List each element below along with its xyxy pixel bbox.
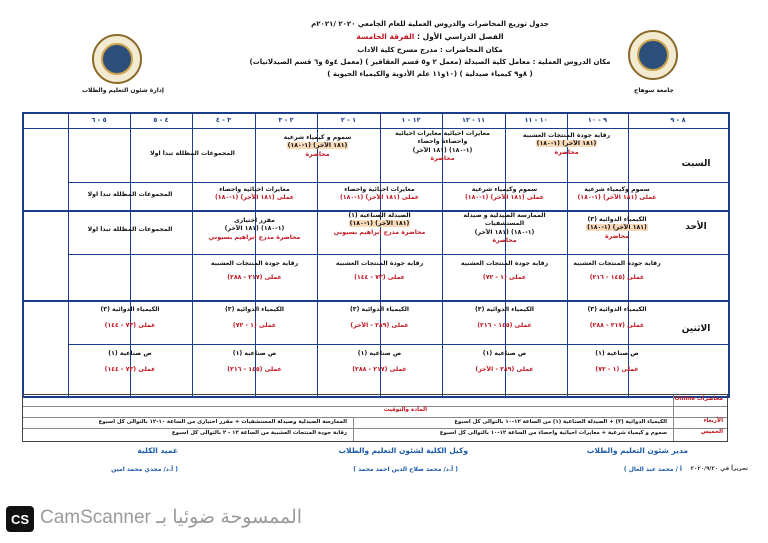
subject-time-label: المادة والتوقيت [383,407,427,413]
cell-sat-practical-toxicology-1: سموم وكيمياء شرعية عملى (١٨١ الآخر) (١-١٨٠) [577,186,657,202]
cell-sat-lecture-herbal: رقابة جودة المنتجات العشبية (١٨١ الآخر) (١-١٨٠) محاضرة [522,132,611,156]
time-slot-9: ٤ - ٥ [153,116,169,124]
cell-sun-shaded-note: المجموعات المظللة تبدأ اولا [87,226,173,233]
camscanner-watermark: الممسوحة ضوئيا بـ CamScanner [40,507,303,528]
cell-mon3-3: ص صناعية (١) عملى (٢١٧ - ٢٨٨) [352,350,407,374]
cell-mon3-5: ص صناعية (١) عملى (٧٣ - ١٤٤) [104,350,156,374]
cell-sat-shaded-note-2: المجموعات المظللة تبدأ اولا [87,191,173,198]
cell-sat-practical-toxicology-2: سموم وكيمياء شرعية عملى (١٨١ الآخر) (١-١٨٠) [464,186,545,202]
signature-name-1: أ / محمد عبد العال ) [623,466,682,473]
cell-sat-practical-bioassay-2: معايرات احيائية واحصاء عملى (١٨١ الآخر) (١-١٨٠) [214,186,295,202]
online-lectures-label: محاضرات Online [674,396,723,402]
signature-name-2: ( أ.د/ محمد صلاح الدين احمد محمد ) [353,466,458,473]
time-slot-2: ٩ - ١٠ [587,116,608,124]
cell-mon1-1: رقابة جودة المنتجات العشبية عملى (١٤٥ - ٢١٦) [573,260,661,282]
time-slot-4: ١١ - ١٢ [461,116,486,124]
camscanner-logo: CS [6,506,34,532]
header-line-5: ( ٨و٩ كيمياء صيدلية ) (١٠و١١ علم الأدوية والكيمياء الحيوية ) [327,70,533,78]
cell-mon2-5: الكيمياء الدوائية (٣) عملى (٧٣ - ١٤٤) [100,306,160,330]
university-logo-emblem [637,39,669,71]
day-monday: الاثنين [681,324,711,334]
signature-name-3: ( أ.د/ مجدي محمد امين [111,466,178,473]
cell-sun-lecture-pharmacy-practice: الممارسة الصيدلية و صيدلة المستشفيات (١-١٨٠) (١٨١ الآخر) محاضرة [463,212,546,245]
day-sunday: الأحد [685,222,707,232]
signature-title-1: مدير شئون التعليم والطلاب [586,446,688,455]
cell-sat-practical-bioassay-1: معايرات احيائية واحصاء عملى (١٨١ الآخر) (١-١٨٠) [339,186,420,202]
thursday-label: الخميس [701,429,723,435]
time-slot-1: ٨ - ٩ [670,116,686,124]
cell-mon2-2: الكيمياء الدوائية (٣) عملى (١٤٥ - ٢١٦) [474,306,535,330]
thursday-text-2: رقابة جودة المنتجات العشبية من الساعة ١٢ - ٢ بالتوالى كل اسبوع [171,430,347,436]
time-slot-6: ١ - ٢ [340,116,357,124]
wednesday-label: الأربعاء [703,418,723,424]
header-line-3: مكان المحاضرات : مدرج مسرح كلية الاداب [357,46,503,54]
thursday-text-1: سموم و كيمياء شرعية + معايرات احيائية واحصاء من الساعة ١٢-١٠ بالتوالى كل اسبوع [439,430,667,436]
cell-mon2-1: الكيمياء الدوائية (٣) عملى (٢١٧ - ٢٨٨) [587,306,647,330]
faculty-logo-emblem [101,43,133,75]
cell-sun-lecture-elective: مقرر اختيارى (١-١٨٠) (١٨١ الآخر) محاضرة مدرج ابراهيم بسيوني [208,217,301,241]
university-logo [628,30,678,80]
cell-mon3-4: ص صناعية (١) عملى (١٤٥ - ٢١٦) [227,350,282,374]
faculty-logo [92,34,142,84]
signature-title-2: وكيل الكلية لشئون التعليم والطلاب [338,446,468,455]
signature-title-3: عميد الكلية [137,446,178,455]
cell-mon1-3: رقابة جودة المنتجات العشبية عملى (٧٣ - ١٤٤) [335,260,424,282]
time-slot-7: ٢ - ٣ [278,116,294,124]
header-line-2 [240,32,620,41]
cell-mon1-4: رقابة جودة المنتجات العشبية عملى (٢١٧ - ٢٨٨) [210,260,299,282]
semester-label: الفصل الدراسي الأول : [416,32,504,41]
cell-mon2-3: الكيمياء الدوائية (٣) عملى (٢٨٩ - الآخر) [349,306,410,330]
day-saturday: السبت [681,159,711,169]
left-caption: إدارة شئون التعليم والطلاب [82,87,164,94]
class-year-label: الفرقة الخامسة [356,32,415,41]
time-slot-8: ٣ - ٤ [215,116,232,124]
wednesday-text-1: الكيمياء الدوائية (٣) + الصيدلة الصناعية (١) من الساعة ١٢-١٠ بالتوالى كل اسبوع [454,419,667,425]
time-slot-10: ٥ - ٦ [91,116,107,124]
cell-sat-lecture-toxicology: سموم و كيمياء شرعية (١٨١ الآخر) (١-١٨٠) محاضرة [283,134,352,158]
cell-sun-lecture-medchem: الكيمياء الدوائية (٣) (١٨١ الآخر) (١-١٨٠) محاضرة [587,216,647,240]
cell-sun-lecture-industrial: الصيدلة الصناعية (١) (١٨١ الآخر) (١-١٨٠) محاضرة مدرج ابراهيم بسيوني [333,212,426,236]
cell-mon2-4: الكيمياء الدوائية (٣) عملى (١ - ٧٢) [224,306,285,330]
header-line-1: جدول توزيع المحاضرات والدروس العملية للعام الجامعي ٢٠٢٠ /٢٠٢١م [311,20,549,28]
online-lectures-table [22,394,728,442]
wednesday-text-2: الممارسة الصيدلية وصيدلة المستشفيات + مقرر اختيارى من الساعة ١٠-١٢ بالتوالى كل اسبوع [98,419,347,425]
right-caption: جامعة سوهاج [634,87,674,94]
cell-sat-shaded-note: المجموعات المظللة تبدأ اولا [150,150,235,157]
cell-sat-lecture-bioassay: معايرات احيائية معايرات احيائية واحصاءة واحصاء (١-١٨٠) (١٨١ الآخر) محاضرة [395,130,490,163]
schedule-table [22,112,730,398]
header-line-4: مكان الدروس العملية : معامل كلية الصيدلة (معمل ٢ و٥ قسم العقاقير ) (معمل ٤و٥ و٦ قسم الصيدلانيات) [249,58,611,66]
issue-date: تحريراً في ٢٠٢٠/٩/٢٠ [690,466,748,472]
cell-mon3-1: ص صناعية (١) عملى (١ - ٧٢) [595,350,639,374]
cell-mon3-2: ص صناعية (١) عملى (٢٨٩ - الآخر) [475,350,534,374]
time-slot-3: ١٠ - ١١ [524,116,548,124]
time-slot-5: ١٢ - ١ [401,116,421,124]
cell-mon1-2: رقابة جودة المنتجات العشبية عملى (١ - ٧٢) [460,260,549,282]
